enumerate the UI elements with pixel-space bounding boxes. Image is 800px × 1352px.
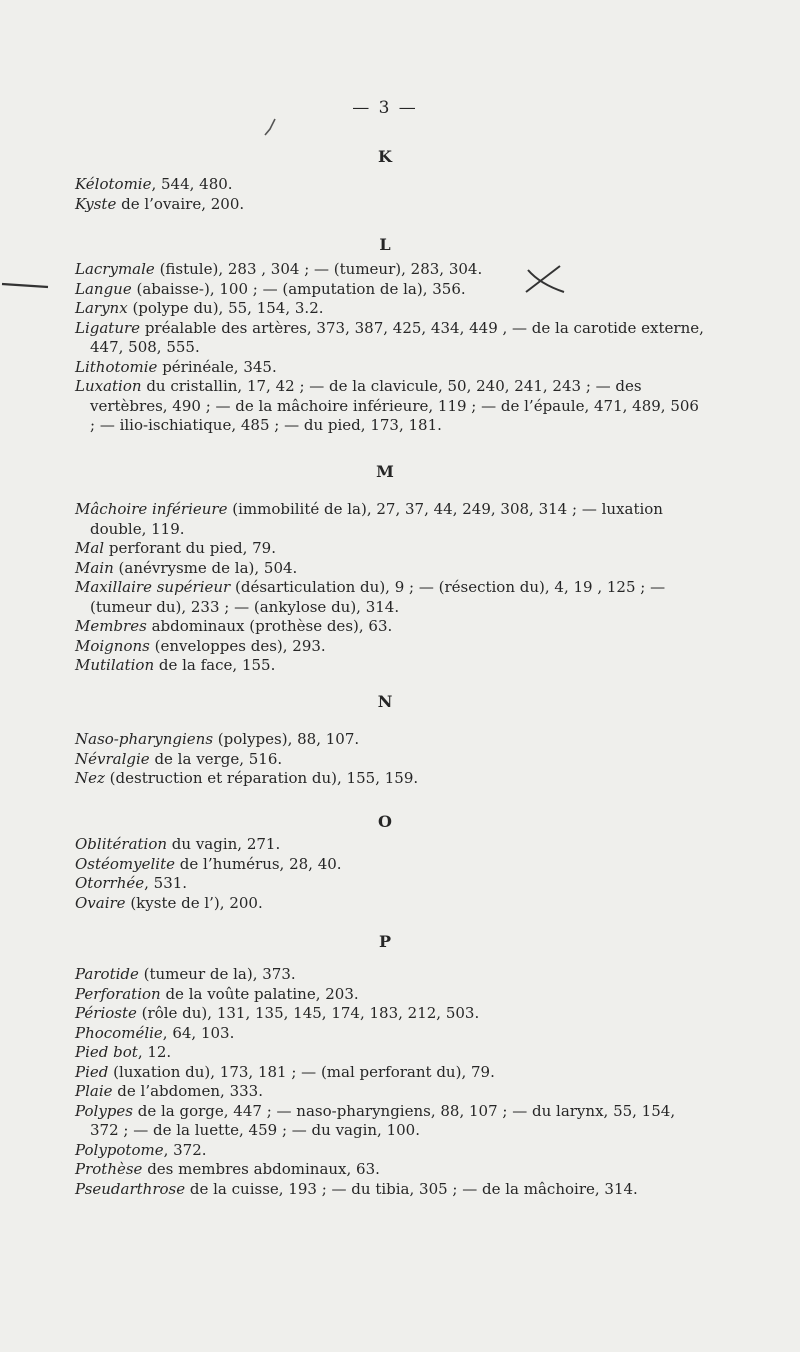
section-letter-k: K — [378, 147, 392, 166]
section-letter-m: M — [376, 462, 394, 481]
entry-keyword: Membres — [75, 617, 147, 635]
entry-keyword: Lithotomie — [75, 357, 158, 376]
pencil-slash-mark — [262, 115, 278, 137]
section-letter-p: P — [378, 932, 392, 951]
entry-text: préalable des artères, 373, 387, 425, 434, 449 , — de la carotide externe, 447, 508, 555. — [90, 318, 704, 356]
index-entry — [75, 299, 705, 319]
index-entry — [75, 617, 705, 637]
entry-text: (abaisse-), 100 ; — (amputation de la), 356. — [131, 279, 466, 298]
entry-keyword: Perforation — [75, 984, 161, 1003]
entry-text: périnéale, 345. — [157, 357, 277, 376]
entry-text: (rôle du), 131, 135, 145, 174, 183, 212, 503. — [136, 1004, 480, 1022]
entry-keyword: Mal — [75, 539, 105, 557]
entry-text: (destruction et réparation du), 155, 159. — [104, 769, 419, 787]
entry-text: de la verge, 516. — [149, 749, 283, 768]
section-letter-n: N — [377, 692, 393, 711]
entry-text: de la gorge, 447 ; — naso-pharyngiens, 88, 107 ; — du larynx, 55, 154, 372 ; — de la luette, 459 ; — du vagin, 100. — [90, 1101, 676, 1139]
index-entry — [75, 358, 705, 378]
entry-keyword: Mâchoire inférieure — [75, 500, 228, 518]
entry-text: (luxation du), 173, 181 ; — (mal perforant du), 79. — [108, 1062, 495, 1081]
entry-text: du vagin, 271. — [167, 835, 281, 853]
index-entry — [75, 1141, 705, 1161]
entry-text: de la cuisse, 193 ; — du tibia, 305 ; — de la mâchoire, 314. — [185, 1179, 638, 1198]
index-entry — [75, 835, 705, 855]
section-p-entries — [75, 965, 705, 1199]
index-entry — [75, 985, 705, 1005]
entry-text: (fistule), 283 , 304 ; — (tumeur), 283, 304. — [154, 260, 483, 278]
index-entry — [75, 1180, 705, 1200]
entry-keyword: Pied bot — [75, 1043, 138, 1061]
entry-keyword: Polypes — [75, 1101, 133, 1120]
entry-keyword: Larynx — [75, 299, 128, 317]
index-entry — [75, 559, 705, 579]
entry-keyword: Ostéomyelite — [75, 854, 176, 873]
entry-text: de la face, 155. — [154, 656, 276, 674]
entry-text: (enveloppes des), 293. — [149, 636, 326, 655]
entry-keyword: Pied — [75, 1062, 109, 1081]
index-entry — [75, 750, 705, 770]
section-n-entries — [75, 730, 705, 789]
index-entry — [75, 1024, 705, 1044]
entry-keyword: Ovaire — [75, 893, 126, 912]
index-entry — [75, 855, 705, 875]
entry-keyword: Oblitération — [75, 835, 168, 853]
index-entry — [75, 175, 705, 195]
entry-keyword: Ligature — [75, 318, 141, 337]
entry-text: (polype du), 55, 154, 3.2. — [127, 299, 324, 317]
index-entry — [75, 1160, 705, 1180]
index-entry — [75, 377, 705, 436]
index-entry — [75, 195, 705, 215]
entry-text: , 531. — [144, 874, 188, 892]
entry-keyword: Moignons — [75, 636, 150, 655]
index-entry — [75, 1102, 705, 1141]
index-entry — [75, 500, 705, 539]
entry-text: , 372. — [163, 1140, 207, 1159]
entry-text: (désarticulation du), 9 ; — (résection du), 4, 19 , 125 ; — (tumeur du), 233 ; — (ankylose du), 314. — [90, 578, 666, 616]
entry-text: (tumeur de la), 373. — [138, 965, 296, 983]
index-entry — [75, 1004, 705, 1024]
index-entry — [75, 319, 705, 358]
index-entry — [75, 769, 705, 789]
entry-text: de l’ovaire, 200. — [116, 194, 245, 213]
entry-keyword: Prothèse — [75, 1160, 143, 1178]
section-l-entries — [75, 260, 705, 436]
entry-keyword: Mutilation — [75, 656, 155, 674]
section-o-entries — [75, 835, 705, 913]
entry-text: de la voûte palatine, 203. — [160, 984, 359, 1003]
entry-keyword: Polypotome — [75, 1140, 164, 1159]
entry-keyword: Maxillaire supérieur — [75, 578, 231, 596]
entry-text: (immobilité de la), 27, 37, 44, 249, 308, 314 ; — luxation double, 119. — [90, 500, 663, 538]
entry-keyword: Névralgie — [75, 749, 150, 768]
index-entry — [75, 656, 705, 676]
entry-keyword: Parotide — [75, 965, 139, 983]
section-k-entries — [75, 175, 705, 214]
entry-keyword: Kélotomie — [75, 175, 152, 193]
entry-text: des membres abdominaux, 63. — [142, 1160, 380, 1178]
entry-keyword: Langue — [75, 279, 132, 298]
section-letter-o: O — [378, 812, 392, 831]
entry-text: , 544, 480. — [151, 175, 233, 193]
entry-text: (polypes), 88, 107. — [213, 730, 360, 748]
entry-text: abdominaux (prothèse des), 63. — [146, 617, 393, 635]
entry-text: de l’humérus, 28, 40. — [175, 854, 342, 873]
entry-keyword: Naso-pharyngiens — [75, 730, 214, 748]
entry-keyword: Nez — [75, 769, 105, 787]
entry-keyword: Phocomélie — [75, 1023, 163, 1042]
page-number: — 3 — — [352, 98, 418, 118]
entry-text: perforant du pied, 79. — [104, 539, 276, 557]
entry-text: (kyste de l’), 200. — [125, 893, 263, 912]
index-entry — [75, 894, 705, 914]
index-entry — [75, 965, 705, 985]
index-entry — [75, 637, 705, 657]
entry-keyword: Otorrhée — [75, 874, 145, 892]
entry-text: , 12. — [137, 1043, 172, 1061]
index-entry — [75, 539, 705, 559]
entry-text: , 64, 103. — [162, 1023, 235, 1042]
section-m-entries — [75, 500, 705, 676]
entry-keyword: Kyste — [75, 194, 117, 213]
index-entry — [75, 730, 705, 750]
margin-dash-mark — [0, 280, 52, 290]
entry-text: du cristallin, 17, 42 ; — de la clavicule, 50, 240, 241, 243 ; — des vertèbres, 490 ; — de la mâchoire inférieure, 119 ; — de l’épaule, 471, 489, 506 ; — ilio-ischiatique, 485 ; — du pied, 173, 181. — [90, 377, 699, 434]
index-entry — [75, 1043, 705, 1063]
index-entry — [75, 260, 705, 280]
entry-keyword: Main — [75, 558, 114, 577]
entry-keyword: Pseudarthrose — [75, 1179, 186, 1198]
entry-keyword: Plaie — [75, 1082, 113, 1100]
entry-text: (anévrysme de la), 504. — [113, 558, 298, 577]
entry-keyword: Périoste — [75, 1004, 137, 1022]
index-entry — [75, 578, 705, 617]
section-letter-l: L — [379, 235, 391, 254]
entry-text: de l’abdomen, 333. — [112, 1082, 263, 1100]
entry-keyword: Luxation — [75, 377, 142, 395]
entry-keyword: Lacrymale — [75, 260, 155, 278]
index-entry — [75, 1063, 705, 1083]
index-entry — [75, 280, 705, 300]
index-entry — [75, 874, 705, 894]
index-entry — [75, 1082, 705, 1102]
